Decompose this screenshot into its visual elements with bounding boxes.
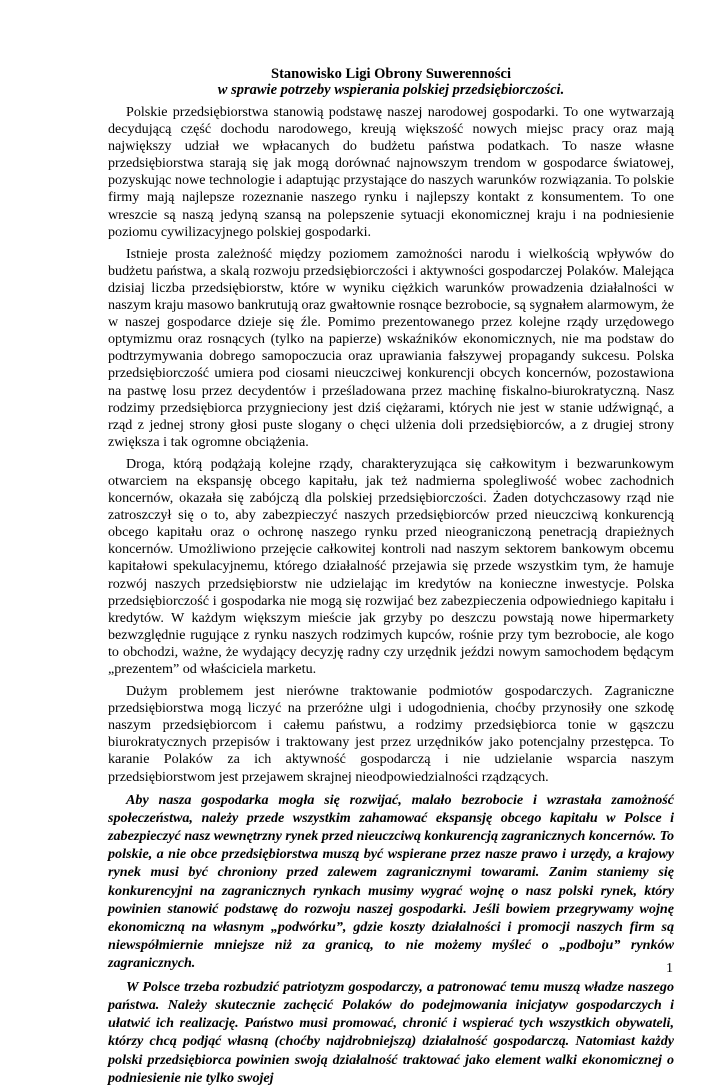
paragraph: Droga, którą podążają kolejne rządy, charakteryzująca się całkowitym i bezwarunkowym otwarciem na ekspansję obcego kapitału, jak też nadmierna spolegliwość wobec zachodnich koncernów, okazała się zabójczą dla polskiej przedsiębiorczości. Żaden dotychczasowy rząd nie zatroszczył się o to, aby zabezpieczyć naszych przedsiębiorców przed nieuczciwą konkurencją obcego kapitału oraz o ochronę naszego rynku przed nieograniczoną penetracją drapieżnych koncernów. Umożliwiono przejęcie całkowitej kontroli nad naszym sektorem bankowym obcemu kapitałowi spekulacyjnemu, którego działalność przejawia się przede wszystkim tym, że hamuje rozwój naszych przedsiębiorstw nie udzielając im kredytów na konieczne inwestycje. Polska przedsiębiorczość i gospodarka nie mogą się rozwijać bez zabezpieczenia odpowiedniego kapitału i kredytów. W każdym większym mieście jak grzyby po deszczu powstają nowe hipermarkety bezwzględnie rugujące z rynku naszych rodzimych kupców, rośnie przy tym bezrobocie, ale kogo to obchodzi, ważne, że wydający decyzję radny czy urzędnik jeździ nowym samochodem będącym „prezentem” od właściciela marketu. bbox=[108, 455, 674, 677]
emphasis-paragraph: Aby nasza gospodarka mogła się rozwijać, malało bezrobocie i wzrastała zamożność społeczeństwa, należy przede wszystkim zahamować ekspansję obcego kapitału w Polsce i zabezpieczyć nasz wewnętrzny rynek przed nieuczciwą konkurencją zagranicznych koncernów. To polskie, a nie obce przedsiębiorstwa muszą być wspierane przez nasze prawo i urzędy, a krajowy rynek musi być chroniony przed zalewem zagranicznymi towarami. Zanim staniemy się konkurencyjni na zagranicznych rynkach musimy wygrać wojnę o nasz polski rynek, który powinien stanowić podstawę do rozwoju naszej gospodarki. Jeśli bowiem przegrywamy wojnę ekonomiczną na własnym „podwórku”, gdzie koszty działalności i promocji naszych firm są niewspółmiernie mniejsze niż za granicą, to nie możemy myśleć o „podboju” rynków zagranicznych. bbox=[108, 791, 674, 972]
page-number: 1 bbox=[666, 961, 673, 976]
paragraph: Polskie przedsiębiorstwa stanowią podstawę naszej narodowej gospodarki. To one wytwarzają decydującą część dochodu narodowego, kreują większość nowych miejsc pracy oraz mają największy udział we wpłacanych do budżetu państwa podatkach. To nasze własne przedsiębiorstwa starają się jak mogą dorównać najnowszym trendom w gospodarce światowej, pozyskując nowe technologie i adaptując przystające do naszych warunków rozwiązania. To polskie firmy mają najlepsze rozeznanie naszego rynku i najlepszy kontakt z konsumentem. To one wreszcie są naszą jedyną szansą na polepszenie sytuacji ekonomicznej kraju i na podniesienie poziomu cywilizacyjnego polskiej gospodarki. bbox=[108, 104, 674, 240]
paragraph: Istnieje prosta zależność między poziomem zamożności narodu i wielkością wpływów do budżetu państwa, a skalą rozwoju przedsiębiorczości i aktywności gospodarczej Polaków. Malejąca dzisiaj liczba przedsiębiorstw, które w wyniku ciężkich warunków prowadzenia działalności w naszym kraju masowo bankrutują oraz gwałtownie rosnące bezrobocie, są sygnałem alarmowym, że w naszej gospodarce dzieje się źle. Pomimo prezentowanego przez kolejne rządy urzędowego optymizmu oraz rosnących (tylko na papierze) wskaźników ekonomicznych, nie ma podstaw do podtrzymywania dobrego samopoczucia oraz uprawiania fałszywej propagandy sukcesu. Polska przedsiębiorczość umiera pod ciosami nieuczciwej konkurencji obcych koncernów, pozostawiona na pastwę losu przez decydentów i prześladowana przez machinę fiskalno-biurokratyczną. Nasz rodzimy przedsiębiorca przygnieciony jest dziś ciężarami, których nie jest w stanie udźwignąć, a rząd z jednej strony głosi puste slogany o chęci ulżenia doli przedsiębiorców, a z drugiej strony zwiększa i tak ogromne obciążenia. bbox=[108, 245, 674, 450]
emphasis-paragraph: W Polsce trzeba rozbudzić patriotyzm gospodarczy, a patronować temu muszą władze naszego państwa. Należy skutecznie zachęcić Polaków do podejmowania inicjatyw gospodarczych i ułatwić ich realizację. Państwo musi promować, chronić i wspierać tych wszystkich obywateli, którzy chcą podjąć własną (choćby najdrobniejszą) działalność gospodarczą. Natomiast każdy polski przedsiębiorca powinien swoją działalność traktować jako element walki ekonomicznej o podniesienie nie tylko swojej bbox=[108, 978, 674, 1086]
document-title: Stanowisko Ligi Obrony Suwerenności bbox=[271, 66, 511, 82]
document-page bbox=[108, 66, 674, 1092]
document-subtitle: w sprawie potrzeby wspierania polskiej przedsiębiorczości. bbox=[217, 82, 565, 98]
paragraph: Dużym problemem jest nierówne traktowanie podmiotów gospodarczych. Zagraniczne przedsiębiorstwa mogą liczyć na przeróżne ulgi i udogodnienia, choćby przynosiły one szkodę naszym przedsiębiorcom i całemu państwu, a rodzimy przedsiębiorca tonie w gąszczu biurokratycznych przepisów i traktowany jest przez urzędników jako potencjalny przestępca. To karanie Polaków za ich aktywność gospodarczą i nie udzielanie wsparcia naszym przedsiębiorstwom jest przejawem skrajnej nieodpowiedzialności rządzących. bbox=[108, 683, 674, 785]
